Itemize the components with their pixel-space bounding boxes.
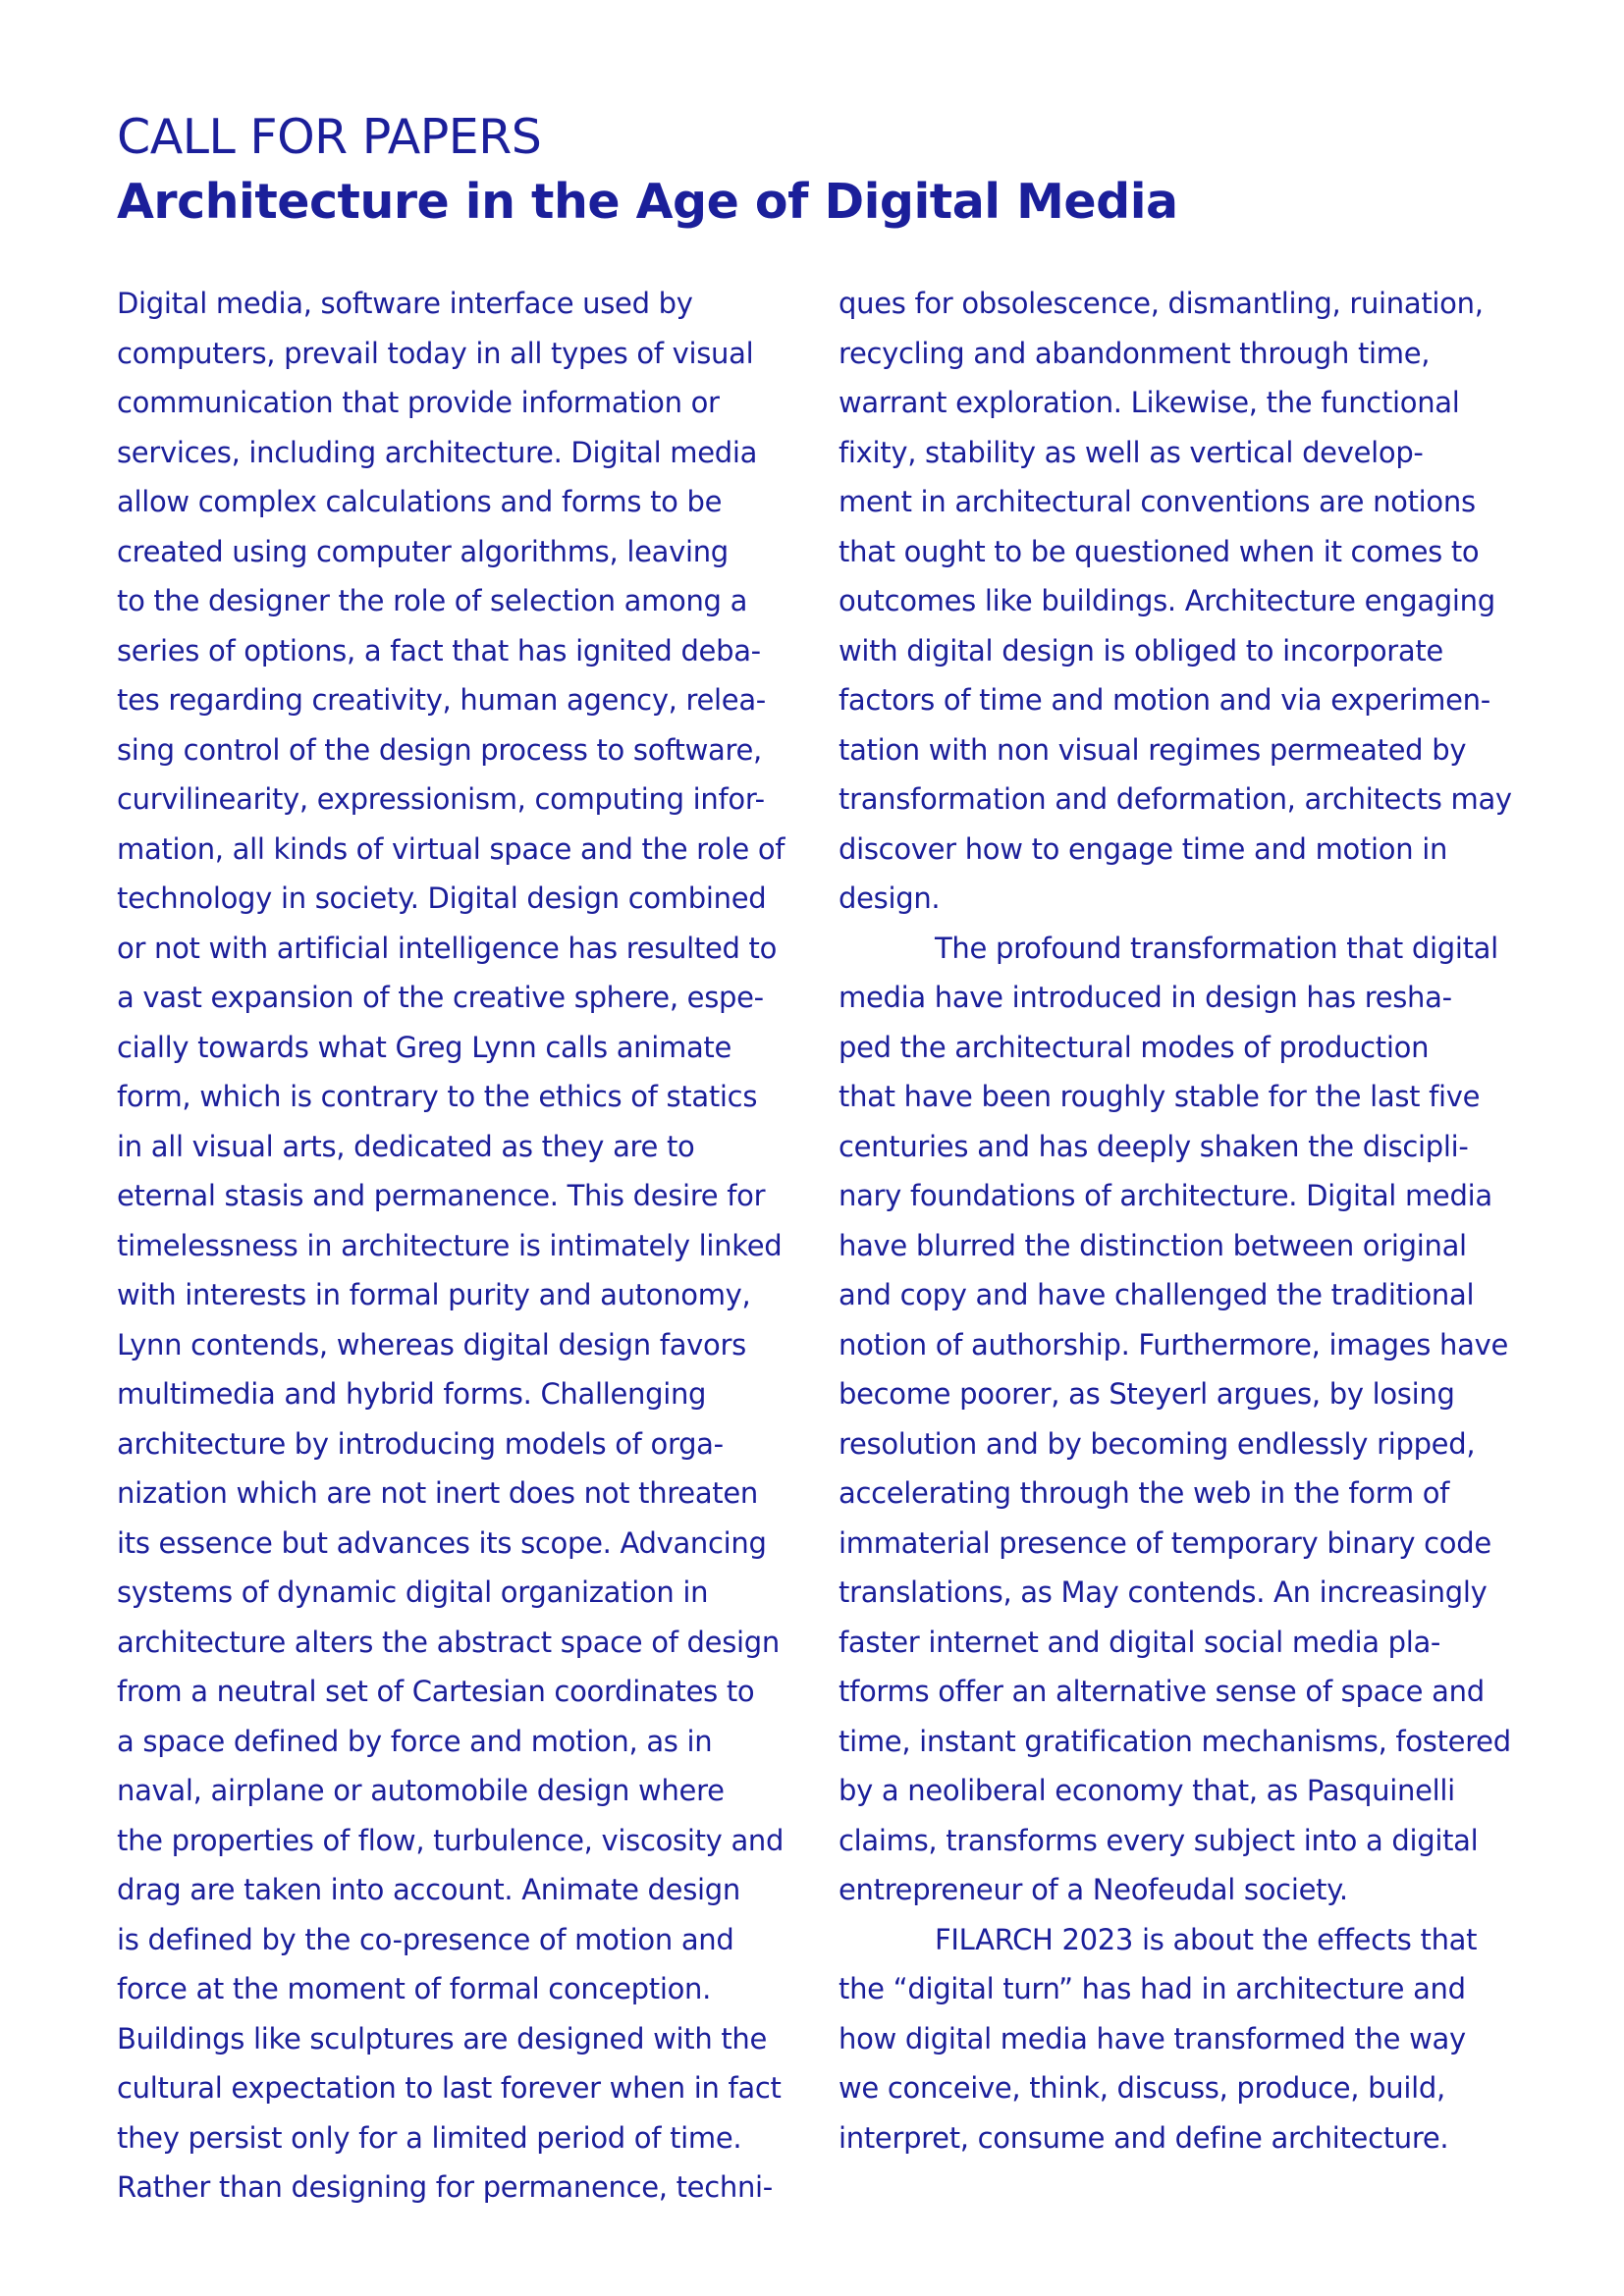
page-header [117,105,1511,235]
text-line: accelerating through the web in the form of [839,1476,1450,1510]
text-line: entrepreneur of a Neofeudal society. [839,1873,1348,1906]
text-line: have blurred the distinction between original [839,1228,1467,1262]
text-line: computers, prevail today in all types of visual [117,336,754,370]
text-line: sing control of the design process to software, [117,732,762,767]
text-line: interpret, consume and define architecture. [839,2120,1449,2155]
text-line: in all visual arts, dedicated as they are to [117,1129,695,1163]
text-line: that have been roughly stable for the last five [839,1080,1481,1113]
text-line: recycling and abandonment through time, [839,336,1431,370]
text-line: warrant exploration. Likewise, the functional [839,386,1460,419]
text-line: fixity, stability as well as vertical develop- [839,435,1424,469]
text-line: or not with artificial intelligence has resulted to [117,931,778,965]
text-line: ment in architectural conventions are notions [839,485,1476,518]
text-line: immaterial presence of temporary binary code [839,1525,1491,1560]
text-line: discover how to engage time and motion in [839,831,1448,866]
text-line: its essence but advances its scope. Advancing [117,1525,767,1560]
text-line: the “digital turn” has had in architecture and [839,1972,1466,2005]
text-line: force at the moment of formal conception. [117,1972,712,2005]
left-text-column [117,279,785,2213]
text-line: services, including architecture. Digital media [117,435,758,469]
text-line: nary foundations of architecture. Digital media [839,1179,1492,1212]
text-line: transformation and deformation, architects may [839,782,1512,816]
text-line: claims, transforms every subject into a digital [839,1823,1479,1857]
text-line: tes regarding creativity, human agency, relea- [117,683,766,717]
text-line: form, which is contrary to the ethics of statics [117,1080,758,1113]
text-line: FILARCH 2023 is about the effects that [935,1922,1478,1956]
text-line: notion of authorship. Furthermore, images have [839,1327,1508,1362]
text-line: communication that provide information or [117,386,720,419]
text-line: Buildings like sculptures are designed with the [117,2021,768,2056]
text-line: created using computer algorithms, leaving [117,534,729,568]
text-line: ques for obsolescence, dismantling, ruination, [839,287,1484,320]
text-line: nization which are not inert does not threaten [117,1476,758,1510]
text-line: a space defined by force and motion, as in [117,1724,713,1758]
text-line: a vast expansion of the creative sphere, espe- [117,981,764,1014]
text-line: factors of time and motion and via experimen- [839,683,1490,717]
text-line: cially towards what Greg Lynn calls animate [117,1030,732,1064]
page-title: Architecture in the Age of Digital Media [117,174,1178,230]
text-line: Digital media, software interface used by [117,287,693,320]
text-line: they persist only for a limited period of time. [117,2120,742,2155]
text-line: drag are taken into account. Animate design [117,1873,740,1906]
text-line: curvilinearity, expressionism, computing infor- [117,782,765,816]
text-line: timelessness in architecture is intimately linked [117,1228,783,1262]
text-line: to the designer the role of selection among a [117,584,748,617]
text-line: architecture alters the abstract space of design [117,1625,780,1659]
text-line: how digital media have transformed the way [839,2021,1466,2056]
text-line: naval, airplane or automobile design where [117,1774,725,1807]
text-line: is defined by the co-presence of motion and [117,1922,734,1956]
text-line: tation with non visual regimes permeated by [839,732,1467,767]
text-line: we conceive, think, discuss, produce, build, [839,2071,1445,2105]
text-line: time, instant gratification mechanisms, fostered [839,1724,1511,1758]
text-line: outcomes like buildings. Architecture engaging [839,584,1495,617]
text-line: become poorer, as Steyerl argues, by losing [839,1377,1455,1411]
text-line: centuries and has deeply shaken the discipli- [839,1129,1469,1163]
text-line: and copy and have challenged the traditional [839,1278,1475,1311]
text-line: media have introduced in design has resha- [839,981,1452,1014]
text-line: series of options, a fact that has ignited deba- [117,633,761,667]
text-line: design. [839,881,941,915]
text-line: faster internet and digital social media pla- [839,1625,1441,1659]
text-line: the properties of flow, turbulence, viscosity and [117,1823,785,1857]
right-text-column [839,279,1512,2163]
text-line: that ought to be questioned when it comes to [839,534,1480,568]
text-line: multimedia and hybrid forms. Challenging [117,1377,707,1411]
text-line: translations, as May contends. An increasingly [839,1575,1488,1609]
text-line: cultural expectation to last forever when in fact [117,2071,782,2105]
text-line: allow complex calculations and forms to be [117,485,723,518]
text-line: Lynn contends, whereas digital design favors [117,1327,746,1362]
text-line: eternal stasis and permanence. This desire for [117,1179,766,1212]
call-for-papers-label: CALL FOR PAPERS [117,109,542,165]
text-line: with interests in formal purity and autonomy, [117,1278,751,1311]
text-line: Rather than designing for permanence, techni- [117,2170,773,2204]
text-line: architecture by introducing models of orga- [117,1426,724,1461]
text-line: resolution and by becoming endlessly ripped, [839,1426,1476,1461]
text-line: mation, all kinds of virtual space and the role of [117,831,785,866]
text-line: by a neoliberal economy that, as Pasquinelli [839,1774,1455,1807]
text-line: ped the architectural modes of production [839,1030,1430,1064]
text-line: The profound transformation that digital [935,931,1498,965]
text-line: with digital design is obliged to incorporate [839,633,1443,667]
text-line: from a neutral set of Cartesian coordinates to [117,1675,755,1708]
text-line: tforms offer an alternative sense of space and [839,1675,1485,1708]
text-line: technology in society. Digital design combined [117,881,767,915]
text-line: systems of dynamic digital organization in [117,1575,709,1609]
